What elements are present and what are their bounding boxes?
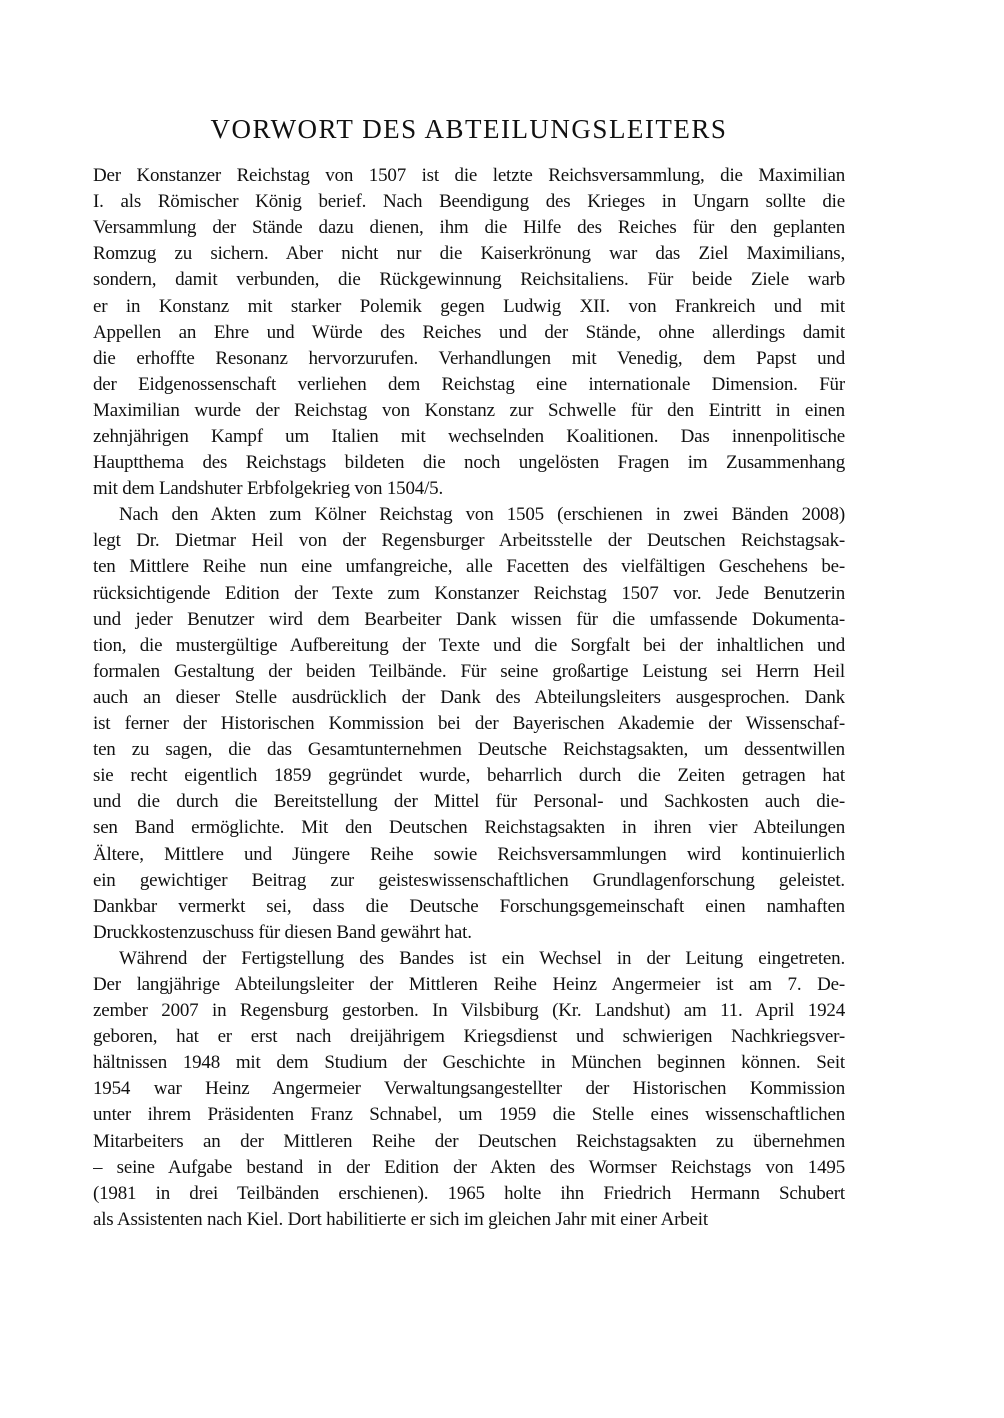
- text-line: als Assistenten nach Kiel. Dort habilitierte er sich im gleichen Jahr mit einer Arbeit: [93, 1208, 708, 1230]
- text-line: Hauptthema des Reichstags bildeten die noch ungelösten Fragen im Zusammenhang: [93, 452, 845, 474]
- paragraph: [93, 502, 845, 946]
- text-line: und die durch die Bereitstellung der Mittel für Personal- und Sachkosten auch die-: [93, 791, 845, 813]
- text-line: zember 2007 in Regensburg gestorben. In Vilsbiburg (Kr. Landshut) am 11. April 1924: [93, 1000, 845, 1022]
- text-line: der Eidgenossenschaft verliehen dem Reichstag eine internationale Dimension. Für: [93, 373, 845, 395]
- text-line: Dankbar vermerkt sei, dass die Deutsche Forschungsgemeinschaft einen namhaften: [93, 895, 845, 917]
- text-line: geboren, hat er erst nach dreijährigem Kriegsdienst und schwierigen Nachkriegsver-: [93, 1026, 845, 1048]
- text-line: rücksichtigende Edition der Texte zum Konstanzer Reichstag 1507 vor. Jede Benutzerin: [93, 582, 845, 604]
- text-line: hältnissen 1948 mit dem Studium der Geschichte in München beginnen können. Seit: [93, 1052, 845, 1074]
- text-line: – seine Aufgabe bestand in der Edition der Akten des Wormser Reichstags von 1495: [93, 1156, 845, 1178]
- text-line: legt Dr. Dietmar Heil von der Regensburger Arbeitsstelle der Deutschen Reichstagsak-: [93, 530, 845, 552]
- text-line: die erhoffte Resonanz hervorzurufen. Verhandlungen mit Venedig, dem Papst und: [93, 347, 845, 369]
- text-line: und jeder Benutzer wird dem Bearbeiter Dank wissen für die umfassende Dokumenta-: [93, 608, 845, 630]
- text-line: Romzug zu sichern. Aber nicht nur die Kaiserkrönung war das Ziel Maximilians,: [93, 243, 845, 265]
- text-line: Versammlung der Stände dazu dienen, ihm die Hilfe des Reiches für den geplanten: [93, 217, 845, 239]
- text-line: Der Konstanzer Reichstag von 1507 ist die letzte Reichsversammlung, die Maximilian: [93, 165, 845, 187]
- text-line: zehnjährigen Kampf um Italien mit wechselnden Koalitionen. Das innenpolitische: [93, 426, 845, 448]
- text-line: Ältere, Mittlere und Jüngere Reihe sowie Reichsversammlungen wird kontinuierlich: [93, 843, 845, 865]
- text-line: unter ihrem Präsidenten Franz Schnabel, um 1959 die Stelle eines wissenschaftlichen: [93, 1104, 845, 1126]
- paragraph: [93, 163, 845, 502]
- text-line: tion, die mustergültige Aufbereitung der Texte und die Sorgfalt bei der inhaltlichen und: [93, 634, 845, 656]
- text-line: mit dem Landshuter Erbfolgekrieg von 1504/5.: [93, 478, 444, 500]
- text-line: ten Mittlere Reihe nun eine umfangreiche, alle Facetten des vielfältigen Geschehens be-: [93, 556, 845, 578]
- text-line: sie recht eigentlich 1859 gegründet wurde, beharrlich durch die Zeiten getragen hat: [93, 765, 845, 787]
- text-line: er in Konstanz mit starker Polemik gegen Ludwig XII. von Frankreich und mit: [93, 295, 845, 317]
- text-line: sondern, damit verbunden, die Rückgewinnung Reichsitaliens. Für beide Ziele warb: [93, 269, 845, 291]
- text-line: Während der Fertigstellung des Bandes ist ein Wechsel in der Leitung eingetreten.: [119, 947, 845, 969]
- text-line: 1954 war Heinz Angermeier Verwaltungsangestellter der Historischen Kommission: [93, 1078, 845, 1100]
- text-line: ein gewichtiger Beitrag zur geisteswissenschaftlichen Grundlagenforschung geleistet.: [93, 869, 845, 891]
- text-line: Mitarbeiters an der Mittleren Reihe der Deutschen Reichstagsakten zu übernehmen: [93, 1130, 845, 1152]
- text-line: ten zu sagen, die das Gesamtunternehmen Deutsche Reichstagsakten, um dessentwillen: [93, 739, 845, 761]
- page-title: VORWORT DES ABTEILUNGSLEITERS: [210, 114, 728, 144]
- text-line: Der langjährige Abteilungsleiter der Mittleren Reihe Heinz Angermeier ist am 7. De-: [93, 973, 845, 995]
- text-line: Appellen an Ehre und Würde des Reiches und der Stände, ohne allerdings damit: [93, 321, 845, 343]
- page-content: [93, 0, 845, 1233]
- body-text: [93, 163, 845, 1233]
- text-line: I. als Römischer König berief. Nach Beendigung des Krieges in Ungarn sollte die: [93, 191, 845, 213]
- paragraph: [93, 946, 845, 1233]
- text-line: Maximilian wurde der Reichstag von Konstanz zur Schwelle für den Eintritt in einen: [93, 399, 845, 421]
- text-line: Druckkostenzuschuss für diesen Band gewährt hat.: [93, 921, 472, 943]
- text-line: auch an dieser Stelle ausdrücklich der Dank des Abteilungsleiters ausgesprochen. Dank: [93, 686, 845, 708]
- text-line: Nach den Akten zum Kölner Reichstag von 1505 (erschienen in zwei Bänden 2008): [119, 504, 845, 526]
- text-line: ist ferner der Historischen Kommission bei der Bayerischen Akademie der Wissenschaf-: [93, 713, 845, 735]
- text-line: sen Band ermöglichte. Mit den Deutschen Reichstagsakten in ihren vier Abteilungen: [93, 817, 845, 839]
- text-line: formalen Gestaltung der beiden Teilbände. Für seine großartige Leistung sei Herrn Heil: [93, 660, 845, 682]
- text-line: (1981 in drei Teilbänden erschienen). 1965 holte ihn Friedrich Hermann Schubert: [93, 1182, 845, 1204]
